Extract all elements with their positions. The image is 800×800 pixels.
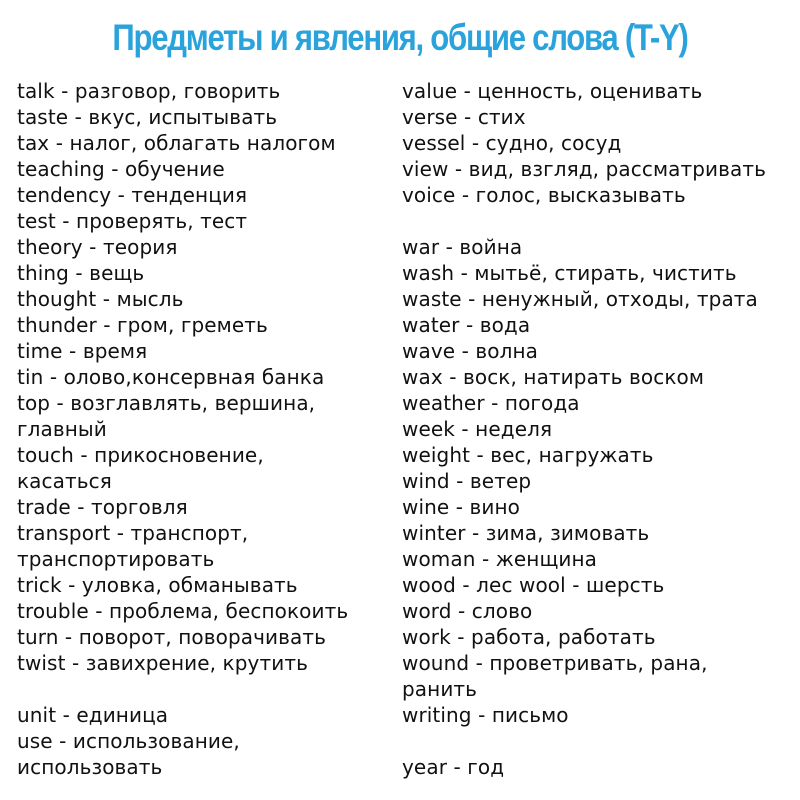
- vocabulary-entry: talk - разговор, говорить: [17, 79, 281, 103]
- vocabulary-list-right: [402, 78, 794, 780]
- vocabulary-entry: trick - уловка, обманывать: [17, 573, 298, 597]
- vocabulary-entry: time - время: [17, 339, 148, 363]
- vocabulary-entry: verse - стих: [402, 105, 526, 129]
- vocabulary-entry: wave - волна: [402, 339, 539, 363]
- vocabulary-entry: thing - вещь: [17, 261, 145, 285]
- vocabulary-entry: unit - единица: [17, 703, 169, 727]
- vocabulary-entry: ранить: [402, 677, 478, 701]
- vocabulary-entry: wood - лес wool - шерсть: [402, 573, 665, 597]
- vocabulary-entry: weight - вес, нагружать: [402, 443, 654, 467]
- vocabulary-entry: turn - поворот, поворачивать: [17, 625, 327, 649]
- vocabulary-entry: voice - голос, высказывать: [402, 183, 686, 207]
- vocabulary-entry: weather - погода: [402, 391, 580, 415]
- vocabulary-list-left: [17, 78, 397, 780]
- vocabulary-entry: winter - зима, зимовать: [402, 521, 650, 545]
- vocabulary-entry: value - ценность, оценивать: [402, 79, 703, 103]
- vocabulary-entry: wind - ветер: [402, 469, 532, 493]
- vocabulary-entry: thunder - гром, греметь: [17, 313, 268, 337]
- list-spacer: [402, 728, 794, 754]
- vocabulary-entry: trouble - проблема, беспокоить: [17, 599, 349, 623]
- vocabulary-entry: wound - проветривать, рана,: [402, 651, 708, 675]
- list-spacer: [402, 208, 794, 234]
- vocabulary-entry: use - использование,: [17, 729, 240, 753]
- vocabulary-entry: wax - воск, натирать воском: [402, 365, 705, 389]
- vocabulary-entry: thought - мысль: [17, 287, 184, 311]
- vocabulary-entry: writing - письмо: [402, 703, 569, 727]
- vocabulary-entry: использовать: [17, 755, 163, 779]
- vocabulary-entry: theory - теория: [17, 235, 178, 259]
- vocabulary-entry: касаться: [17, 469, 112, 493]
- vocabulary-entry: vessel - судно, сосуд: [402, 131, 622, 155]
- vocabulary-entry: word - слово: [402, 599, 533, 623]
- vocabulary-entry: touch - прикосновение,: [17, 443, 264, 467]
- vocabulary-entry: trade - торговля: [17, 495, 188, 519]
- vocabulary-entry: water - вода: [402, 313, 531, 337]
- vocabulary-entry: woman - женщина: [402, 547, 598, 571]
- vocabulary-entry: work - работа, работать: [402, 625, 656, 649]
- vocabulary-entry: top - возглавлять, вершина,: [17, 391, 316, 415]
- vocabulary-entry: view - вид, взгляд, рассматривать: [402, 157, 767, 181]
- vocabulary-entry: transport - транспорт,: [17, 521, 249, 545]
- vocabulary-entry: waste - ненужный, отходы, трата: [402, 287, 758, 311]
- vocabulary-entry: teaching - обучение: [17, 157, 225, 181]
- vocabulary-entry: wine - вино: [402, 495, 521, 519]
- vocabulary-entry: tin - олово,консервная банка: [17, 365, 325, 389]
- vocabulary-entry: twist - завихрение, крутить: [17, 651, 308, 675]
- vocabulary-entry: wash - мытьё, стирать, чистить: [402, 261, 737, 285]
- vocabulary-entry: tendency - тенденция: [17, 183, 248, 207]
- page-title: Предметы и явления, общие слова (T-Y): [112, 17, 688, 58]
- vocabulary-entry: tax - налог, облагать налогом: [17, 131, 336, 155]
- list-spacer: [17, 676, 397, 702]
- vocabulary-entry: taste - вкус, испытывать: [17, 105, 278, 129]
- vocabulary-entry: главный: [17, 417, 107, 441]
- vocabulary-entry: year - год: [402, 755, 505, 779]
- vocabulary-entry: war - война: [402, 235, 523, 259]
- vocabulary-entry: week - неделя: [402, 417, 553, 441]
- vocabulary-entry: транспортировать: [17, 547, 215, 571]
- vocabulary-entry: test - проверять, тест: [17, 209, 248, 233]
